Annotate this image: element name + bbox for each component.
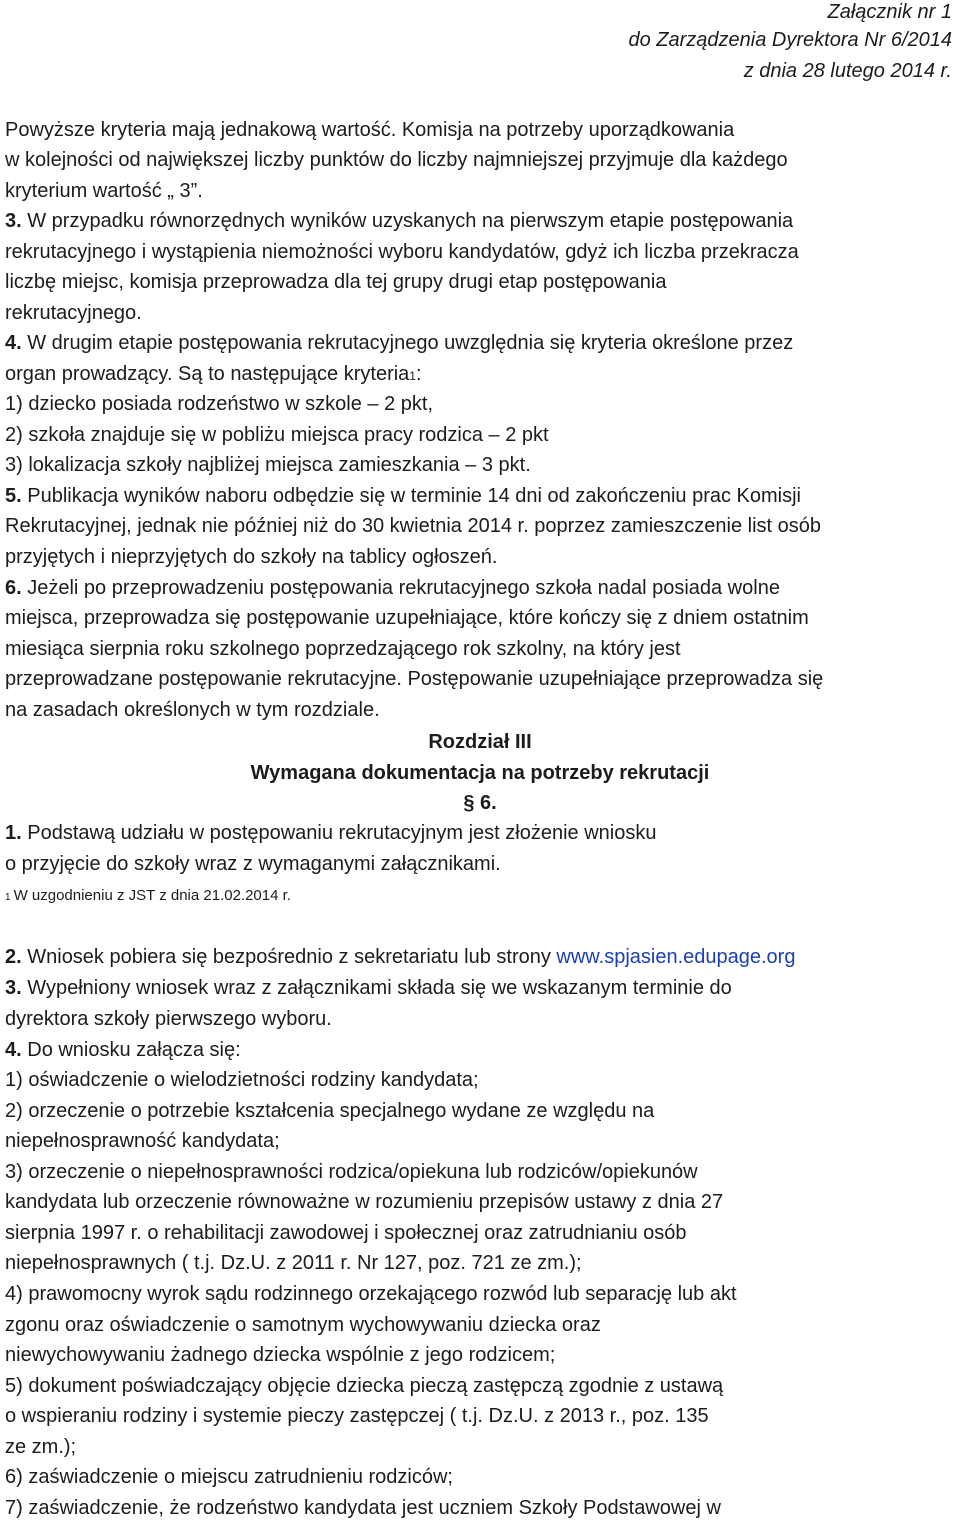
text-line [5, 974, 732, 1002]
footnote-reference[interactable]: 1 [409, 369, 416, 383]
list-item: 1) dziecko posiada rodzeństwo w szkole – 2 pkt, [5, 393, 433, 415]
paragraph-number: 4. [5, 1039, 22, 1061]
chapter-subtitle: Wymagana dokumentacja na potrzeby rekrutacji [250, 762, 710, 784]
list-item: 6) zaświadczenie o miejscu zatrudnieniu rodziców; [5, 1466, 453, 1488]
text-line [5, 574, 780, 602]
footnote [5, 886, 291, 908]
text-line: miejsca, przeprowadza się postępowanie uzupełniające, które kończy się z dniem ostatnim [5, 607, 809, 629]
text-line: rekrutacyjnego i wystąpienia niemożności wyboru kandydatów, gdyż ich liczba przekracza [5, 241, 799, 263]
text-span: Jeżeli po przeprowadzeniu postępowania rekrutacyjnego szkoła nadal posiada wolne [21, 577, 780, 599]
list-item: 3) lokalizacja szkoły najbliżej miejsca zamieszkania – 3 pkt. [5, 454, 531, 476]
text-span: W przypadku równorzędnych wyników uzyskanych na pierwszym etapie postępowania [21, 210, 794, 232]
text-line: dyrektora szkoły pierwszego wyboru. [5, 1008, 332, 1030]
footnote-number: 1 [5, 892, 11, 903]
text-line: przyjętych i nieprzyjętych do szkoły na tablicy ogłoszeń. [5, 546, 498, 568]
text-line: zgonu oraz oświadczenie o samotnym wychowywaniu dziecka oraz [5, 1314, 601, 1336]
paragraph-number: 5. [5, 485, 22, 507]
text-line: niepełnosprawnych ( t.j. Dz.U. z 2011 r. Nr 127, poz. 721 ze zm.); [5, 1252, 582, 1274]
text-span: Podstawą udziału w postępowaniu rekrutacyjnym jest złożenie wniosku [21, 822, 657, 844]
text-line [5, 360, 422, 390]
list-item: 4) prawomocny wyrok sądu rodzinnego orzekającego rozwód lub separację lub akt [5, 1283, 737, 1305]
paragraph-number: 1. [5, 822, 22, 844]
text-line: Rekrutacyjnej, jednak nie później niż do 30 kwietnia 2014 r. poprzez zamieszczenie list osób [5, 515, 822, 537]
header-line-3: z dnia 28 lutego 2014 r. [743, 60, 952, 82]
paragraph-number: 2. [5, 946, 22, 968]
text-span: Do wniosku załącza się: [21, 1039, 241, 1061]
list-item: 7) zaświadczenie, że rodzeństwo kandydata jest uczniem Szkoły Podstawowej w [5, 1497, 721, 1519]
text-line [5, 943, 795, 971]
text-line: na zasadach określonych w tym rozdziale. [5, 699, 380, 721]
text-line [5, 1036, 241, 1064]
paragraph-number: 6. [5, 577, 22, 599]
section-number: § 6. [463, 792, 497, 814]
list-item: 3) orzeczenie o niepełnosprawności rodzica/opiekuna lub rodziców/opiekunów [5, 1161, 698, 1183]
list-item: 2) orzeczenie o potrzebie kształcenia specjalnego wydane ze względu na [5, 1100, 655, 1122]
list-item: 1) oświadczenie o wielodzietności rodziny kandydata; [5, 1069, 479, 1091]
text-line: sierpnia 1997 r. o rehabilitacji zawodowej i społecznej oraz zatrudnianiu osób [5, 1222, 687, 1244]
text-line: niepełnosprawność kandydata; [5, 1130, 280, 1152]
text-span: Publikacja wyników naboru odbędzie się w terminie 14 dni od zakończeniu prac Komisji [21, 485, 801, 507]
list-item: 5) dokument poświadczający objęcie dziecka pieczą zastępczą zgodnie z ustawą [5, 1375, 724, 1397]
text-line [5, 207, 793, 235]
text-line: kandydata lub orzeczenie równoważne w rozumieniu przepisów ustawy z dnia 27 [5, 1191, 724, 1213]
text-line: w kolejności od największej liczby punktów do liczby najmniejszej przyjmuje dla każdego [5, 149, 788, 171]
text-span: Wniosek pobiera się bezpośrednio z sekretariatu lub strony [21, 946, 557, 968]
text-line: liczbę miejsc, komisja przeprowadza dla tej grupy drugi etap postępowania [5, 271, 667, 293]
text-line: rekrutacyjnego. [5, 302, 142, 324]
text-line [5, 329, 793, 357]
paragraph-number: 3. [5, 977, 22, 999]
text-span: W drugim etapie postępowania rekrutacyjnego uwzględnia się kryteria określone przez [21, 332, 794, 354]
text-line: ze zm.); [5, 1436, 77, 1458]
text-line: Powyższe kryteria mają jednakową wartość. Komisja na potrzeby uporządkowania [5, 119, 735, 141]
text-line: niewychowywaniu żadnego dziecka wspólnie z jego rodzicem; [5, 1344, 556, 1366]
text-span: : [415, 363, 422, 385]
paragraph-number: 3. [5, 210, 22, 232]
text-line: przeprowadzane postępowanie rekrutacyjne. Postępowanie uzupełniające przeprowadza się [5, 668, 824, 690]
text-line: kryterium wartość „ 3”. [5, 180, 203, 202]
header-line-1: Załącznik nr 1 [827, 1, 952, 23]
text-line [5, 482, 801, 510]
website-link[interactable]: www.spjasien.edupage.org [556, 946, 796, 968]
paragraph-number: 4. [5, 332, 22, 354]
text-line: o wspieraniu rodziny i systemie pieczy zastępczej ( t.j. Dz.U. z 2013 r., poz. 135 [5, 1405, 709, 1427]
text-span: Wypełniony wniosek wraz z załącznikami składa się we wskazanym terminie do [21, 977, 732, 999]
text-line [5, 819, 656, 847]
chapter-title: Rozdział III [428, 731, 532, 753]
footnote-text: W uzgodnieniu z JST z dnia 21.02.2014 r. [13, 887, 291, 904]
text-span: organ prowadzący. Są to następujące kryteria [5, 363, 410, 385]
text-line: miesiąca sierpnia roku szkolnego poprzedzającego rok szkolny, na który jest [5, 638, 681, 660]
header-line-2: do Zarządzenia Dyrektora Nr 6/2014 [628, 29, 952, 51]
list-item: 2) szkoła znajduje się w pobliżu miejsca pracy rodzica – 2 pkt [5, 424, 549, 446]
text-line: o przyjęcie do szkoły wraz z wymaganymi załącznikami. [5, 853, 501, 875]
